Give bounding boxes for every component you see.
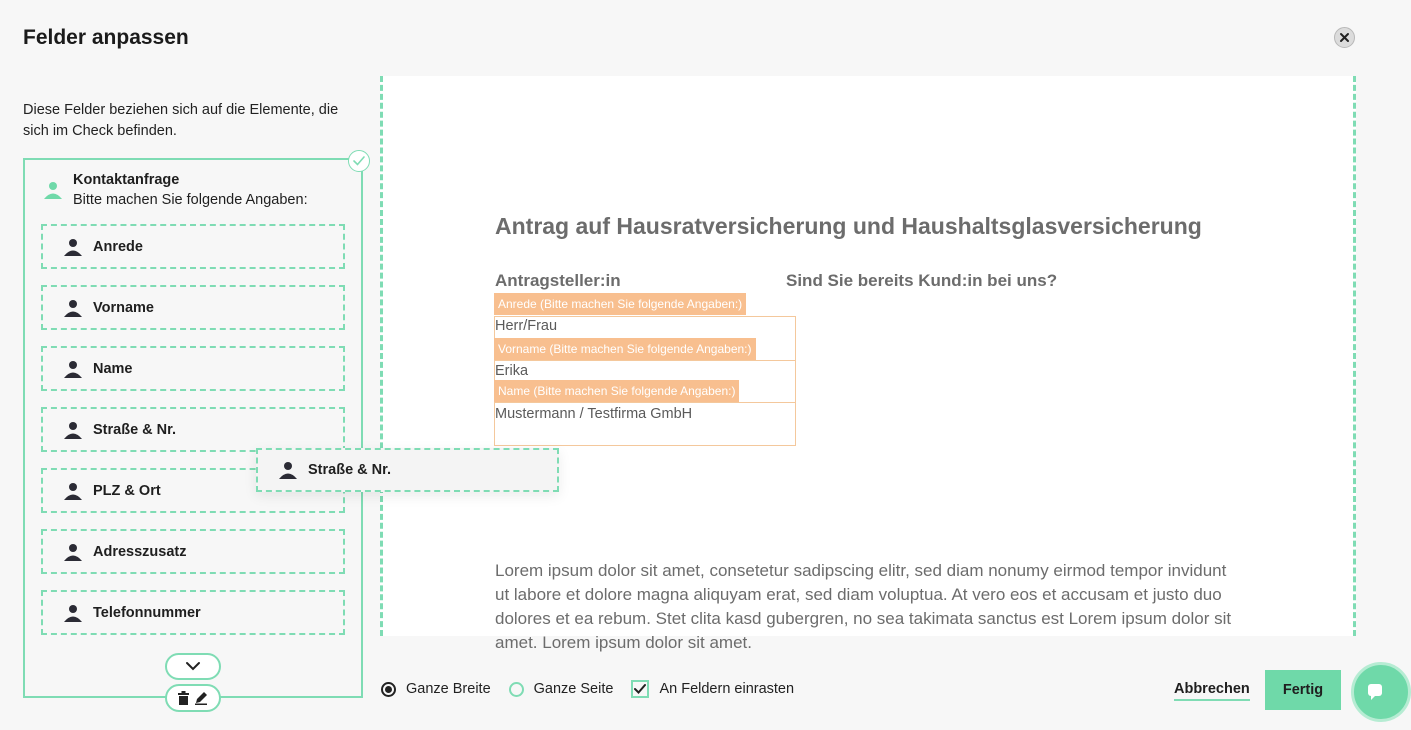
placed-field-name[interactable]: Name (Bitte machen Sie folgende Angaben:)	[494, 380, 739, 402]
group-title: Kontaktanfrage	[73, 172, 180, 188]
done-button[interactable]: Fertig	[1265, 670, 1341, 710]
placed-field-anrede[interactable]: Anrede (Bitte machen Sie folgende Angaben:)	[494, 293, 746, 315]
close-icon	[1340, 33, 1349, 42]
person-icon	[63, 542, 83, 562]
person-icon	[63, 237, 83, 257]
field-item-anrede[interactable]	[41, 224, 345, 269]
chat-icon	[1366, 681, 1388, 703]
placed-field-vorname[interactable]: Vorname (Bitte machen Sie folgende Angaben:)	[494, 338, 756, 360]
option-full-width[interactable]	[381, 681, 491, 697]
person-icon	[63, 420, 83, 440]
option-full-page[interactable]	[509, 681, 614, 697]
person-icon	[63, 481, 83, 501]
option-label: Ganze Seite	[533, 681, 614, 697]
radio-unselected[interactable]	[509, 682, 524, 697]
person-icon	[278, 460, 298, 480]
form-divider	[494, 360, 796, 361]
field-label: Name	[93, 360, 133, 377]
option-label: Ganze Breite	[406, 681, 491, 697]
document-title: Antrag auf Hausratversicherung und Haushaltsglasversicherung	[495, 213, 1202, 239]
cancel-button[interactable]: Abbrechen	[1174, 681, 1250, 701]
panel-check-icon	[348, 150, 370, 172]
group-header	[43, 170, 308, 210]
radio-selected[interactable]	[381, 682, 396, 697]
chat-button[interactable]	[1351, 662, 1411, 722]
field-label: Anrede	[93, 238, 143, 255]
field-item-vorname[interactable]	[41, 285, 345, 330]
section-customer-question: Sind Sie bereits Kund:in bei uns?	[786, 271, 1058, 290]
footer-options	[381, 680, 812, 698]
sidebar-description: Diese Felder beziehen sich auf die Elemente, die sich im Check befinden.	[23, 102, 339, 139]
field-item-telefonnummer[interactable]	[41, 590, 345, 635]
value-anrede: Herr/Frau	[495, 318, 558, 334]
value-vorname: Erika	[495, 363, 529, 379]
form-divider	[494, 402, 796, 403]
option-snap-to-fields[interactable]	[631, 680, 794, 698]
pencil-icon[interactable]	[194, 691, 208, 705]
scroll-down-button[interactable]	[165, 653, 221, 680]
field-label: Telefonnummer	[93, 604, 201, 621]
field-item-name[interactable]	[41, 346, 345, 391]
field-label: Adresszusatz	[93, 543, 187, 560]
field-item-strasse[interactable]	[41, 407, 345, 452]
person-icon	[63, 298, 83, 318]
person-icon	[63, 359, 83, 379]
field-label: PLZ & Ort	[93, 482, 161, 499]
drag-label: Straße & Nr.	[308, 462, 391, 478]
field-item-adresszusatz[interactable]	[41, 529, 345, 574]
value-name: Mustermann / Testfirma GmbH	[495, 406, 693, 422]
field-panel	[23, 158, 363, 698]
group-subtitle: Bitte machen Sie folgende Angaben:	[73, 192, 308, 208]
person-icon	[63, 603, 83, 623]
check-icon	[634, 684, 646, 694]
field-label: Straße & Nr.	[93, 421, 176, 438]
chevron-down-icon	[186, 662, 200, 671]
field-label: Vorname	[93, 299, 154, 316]
dialog-title: Felder anpassen	[23, 26, 189, 49]
person-icon	[43, 180, 63, 200]
trash-icon[interactable]	[178, 691, 189, 705]
lorem-text: Lorem ipsum dolor sit amet, consetetur sadipscing elitr, sed diam nonumy eirmod tempor invidunt ut labore et dolore magna aliquyam erat, sed diam voluptua. At vero eos et accusam et justo duo dolores et ea rebum. Stet clita kasd gubergren, no sea takimata sanctus est Lorem ipsum dolor sit amet. Lorem ipsum dolor sit amet.	[495, 561, 1232, 652]
close-button[interactable]	[1334, 27, 1355, 48]
option-label: An Feldern einrasten	[659, 681, 795, 697]
field-tools	[165, 684, 221, 712]
section-applicant: Antragsteller:in	[495, 271, 621, 290]
dragging-field-strasse[interactable]	[256, 448, 559, 492]
checkbox-checked[interactable]	[631, 680, 649, 698]
